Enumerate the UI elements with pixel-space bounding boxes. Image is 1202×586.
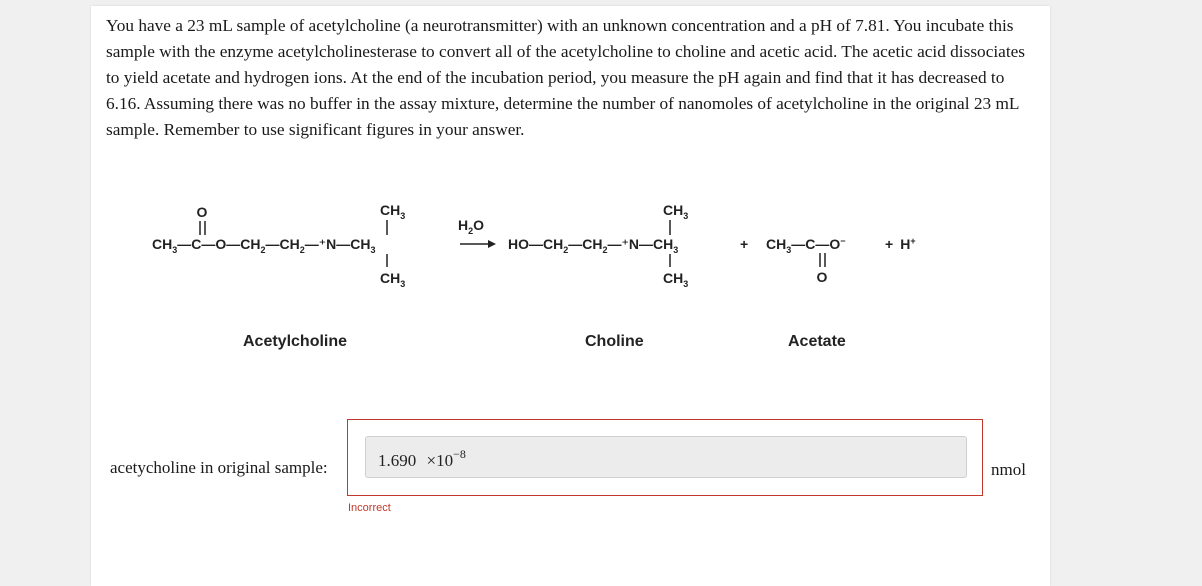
answer-mantissa: 1.690 xyxy=(378,451,417,470)
svg-text:+: + xyxy=(740,236,749,252)
label-choline: Choline xyxy=(585,333,644,350)
answer-exponent: −8 xyxy=(453,447,466,461)
label-acetylcholine: Acetylcholine xyxy=(243,333,348,350)
choline-structure xyxy=(508,202,688,289)
acetylcholine-structure xyxy=(152,202,405,289)
svg-text:O: O xyxy=(816,269,828,285)
answer-status: Incorrect xyxy=(348,502,391,514)
label-acetate: Acetate xyxy=(788,333,846,350)
svg-text:CH3: $CH_3$ xyxy=(663,202,689,221)
svg-text:CH3—C—O—CH2—CH2—⁺N—CH3: $CH_3—C—O—CH_2—CH_2—^+N—CH_3$ xyxy=(152,236,376,255)
answer-times: ×10 xyxy=(426,451,454,470)
question-text: You have a 23 mL sample of acetylcholine (a neurotransmitter) with an unknown concentration and a pH of 7.81. You incubate this sample with the enzyme acetylcholinesterase to convert all of the acetylcholine to choline and acetic acid. The acetic acid dissociates to yield acetate and hydrogen ions. At the end of the incubation period, you measure the pH again and find that it has decreased to 6.16. Assuming there was no buffer in the assay mixture, determine the number of nanomoles of acetylcholine in the original 23 mL sample. Remember to use significant figures in your answer. xyxy=(106,16,1026,139)
svg-text:CH3: $CH_3$ xyxy=(380,202,406,221)
svg-text:CH3—C—O−: $CH_3—C—O^-$ xyxy=(766,236,846,255)
acetate-structure xyxy=(740,236,916,285)
svg-text:H+: H+ xyxy=(900,236,916,252)
answer-unit: nmol xyxy=(991,460,1026,479)
answer-box xyxy=(347,419,983,496)
svg-text:CH3: $CH_3$ xyxy=(380,270,406,289)
answer-input[interactable] xyxy=(365,436,967,478)
svg-text:HO—CH2—CH2—⁺N—CH3: $HO—CH_2—CH_2—^+N—CH_3$ xyxy=(508,236,679,255)
reaction-arrow xyxy=(458,217,496,248)
ach-carbonyl-o: O xyxy=(196,204,208,220)
svg-text:+: + xyxy=(885,236,894,252)
reaction-diagram xyxy=(140,195,920,305)
svg-text:H2O: $H_2O$ xyxy=(458,217,485,236)
svg-text:CH3: $CH_3$ xyxy=(663,270,689,289)
answer-label: acetycholine in original sample: xyxy=(110,458,328,477)
